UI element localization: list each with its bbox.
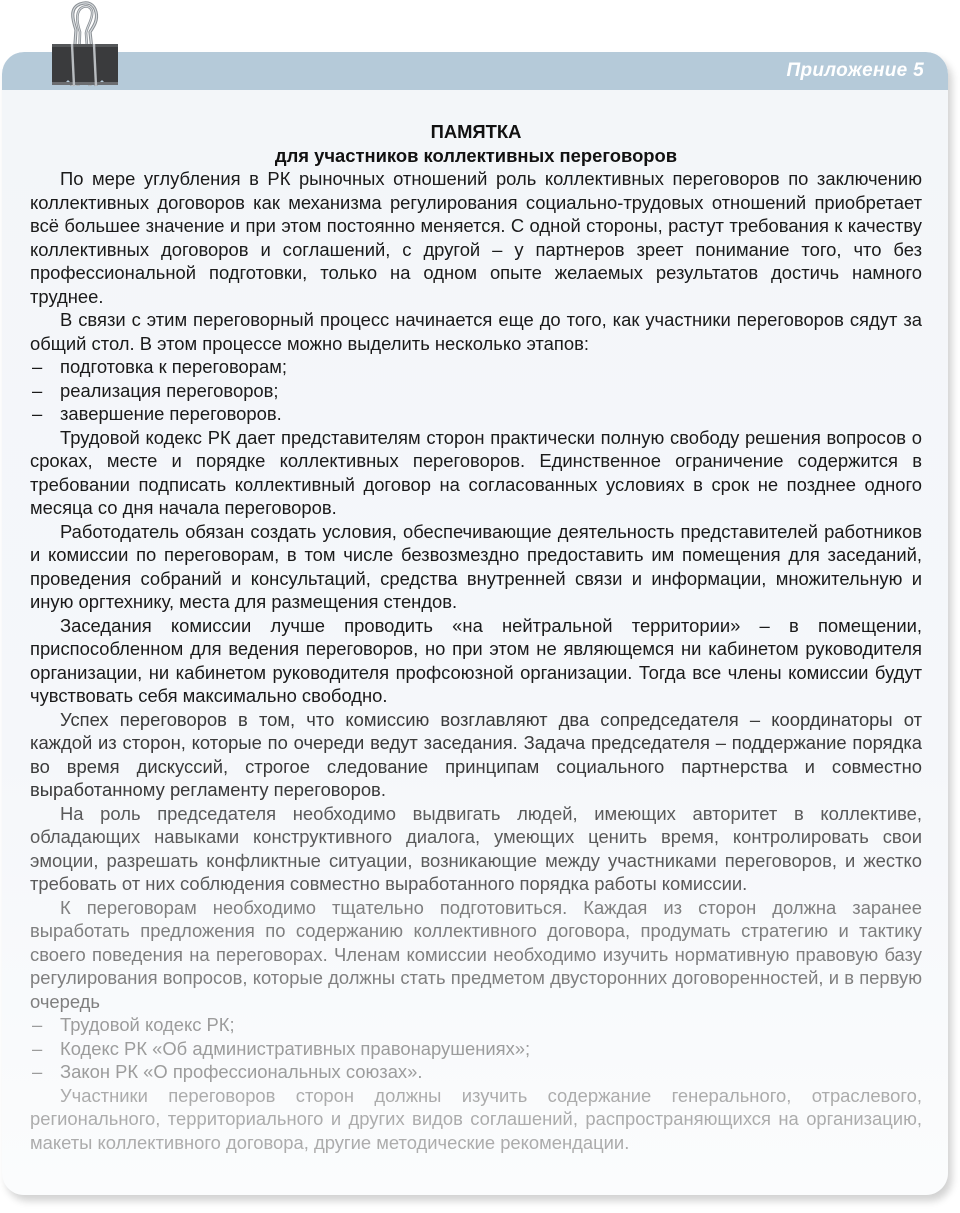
laws-list [30, 1013, 922, 1084]
document-title: ПАМЯТКА [430, 121, 522, 142]
list-item: – завершение переговоров. [32, 403, 282, 424]
paragraph: Трудовой кодекс РК дает представителям сторон практически полную свободу решения вопросов о сроках, месте и порядке коллективных переговоров. Единственное ограничение содержится в требовании подписать коллективный договор на согласованных условиях в срок не позднее одного месяца со дня начала переговоров. [30, 426, 922, 518]
list-item: – Трудовой кодекс РК; [32, 1014, 235, 1035]
paragraph: По мере углубления в РК рыночных отношений роль коллективных переговоров по заключению коллективных договоров как механизма регулирования социально-трудовых отношений приобретает всё большее значение и при этом постоянно меняется. С одной стороны, растут требования к качеству коллективных договоров и соглашений, с другой – у партнеров зреет понимание того, что без профессиональной подготовки, только на одном опыте желаемых результатов достичь намного труднее. [30, 168, 922, 307]
dash-marker: – [32, 356, 43, 377]
list-item: – подготовка к переговорам; [32, 356, 287, 377]
paragraph: На роль председателя необходимо выдвигать людей, имеющих авторитет в коллективе, обладающих навыками конструктивного диалога, умеющих ценить время, контролировать свои эмоции, разрешать конфликтные ситуации, возникающие между участниками переговоров, и жестко требовать от них соблюдения совместно выработанного порядка работы комиссии. [30, 802, 922, 894]
list-item: – Закон РК «О профессиональных союзах». [32, 1061, 423, 1082]
paragraph: Участники переговоров сторон должны изучить содержание генерального, отраслевого, регионального, территориального и других видов соглашений, распространяющихся на организацию, макеты коллективного договора, другие методические рекомендации. [30, 1084, 922, 1153]
document-content [30, 120, 922, 1154]
dash-marker: – [32, 1037, 43, 1059]
binder-clip-icon [50, 0, 122, 88]
dash-marker: – [32, 1014, 43, 1035]
paragraph: В связи с этим переговорный процесс начинается еще до того, как участники переговоров сядут за общий стол. В этом процессе можно выделить несколько этапов: [30, 309, 922, 354]
header-band [2, 52, 948, 90]
appendix-label: Приложение 5 [786, 60, 924, 81]
list-item: – реализация переговоров; [32, 379, 279, 401]
paragraph: Заседания комиссии лучше проводить «на нейтральной территории» – в помещении, приспособленном для ведения переговоров, но при этом не являющемся ни кабинетом руководителя организации, ни кабинетом руководителя профсоюзной организации. Тогда все члены комиссии будут чувствовать себя максимально свободно. [30, 614, 922, 706]
dash-marker: – [32, 403, 43, 424]
paragraph: К переговорам необходимо тщательно подготовиться. Каждая из сторон должна заранее выработать предложения по содержанию коллективного договора, продумать стратегию и тактику своего поведения на переговорах. Членам комиссии необходимо изучить нормативную правовую базу регулирования вопросов, которые должны стать предметом двусторонних договоренностей, и в первую очередь [30, 896, 922, 1012]
document-subtitle: для участников коллективных переговоров [274, 144, 678, 166]
list-item: – Кодекс РК «Об административных правонарушениях»; [32, 1037, 531, 1059]
stages-list [30, 355, 922, 426]
paragraph: Работодатель обязан создать условия, обеспечивающие деятельность представителей работников и комиссии по переговорам, в том числе безвозмездно предоставить им помещения для заседаний, проведения собраний и консультаций, средства внутренней связи и информации, множительную и иную оргтехнику, места для размещения стендов. [30, 520, 922, 612]
dash-marker: – [32, 379, 43, 401]
dash-marker: – [32, 1061, 43, 1082]
paragraph: Успех переговоров в том, что комиссию возглавляют два сопредседателя – координаторы от каждой из сторон, которые по очереди ведут заседания. Задача председателя – поддержание порядка во время дискуссий, строгое следование принципам социального партнерства и совместно выработанному регламенту переговоров. [30, 708, 922, 800]
